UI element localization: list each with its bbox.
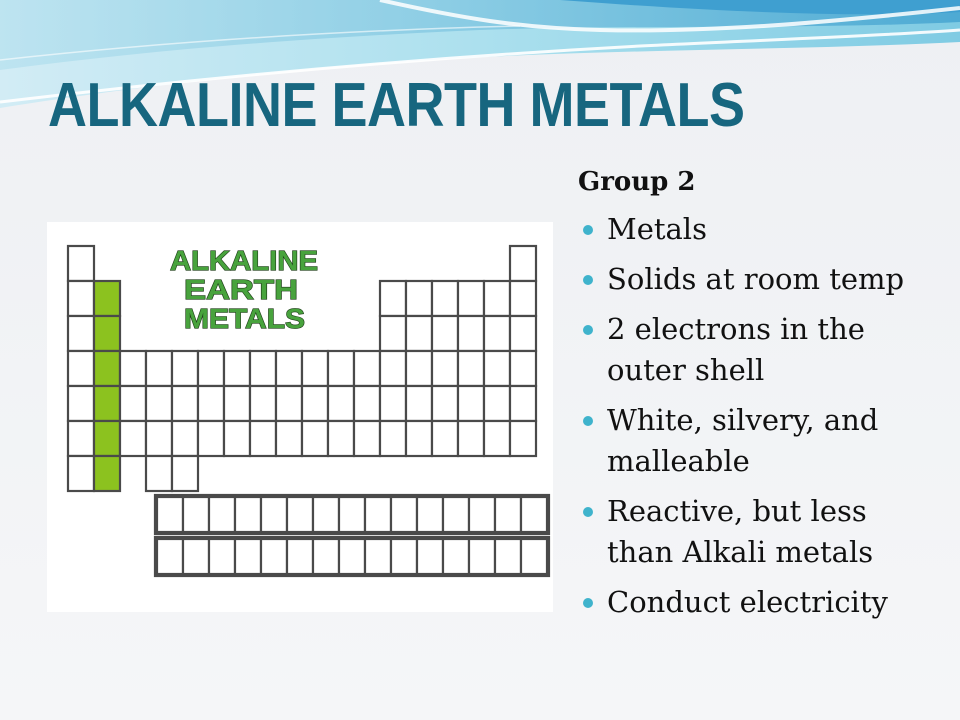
element-cell — [276, 421, 302, 456]
element-cell — [406, 316, 432, 351]
element-cell — [510, 281, 536, 316]
bullet-text: White, silvery, and malleable — [607, 403, 879, 478]
element-cell — [484, 316, 510, 351]
figure-label-line: EARTH — [184, 274, 298, 305]
element-cell — [458, 386, 484, 421]
f-block-cell — [287, 497, 313, 532]
element-cell — [328, 351, 354, 386]
f-block-cell — [391, 497, 417, 532]
element-cell — [68, 386, 94, 421]
f-block-cell — [443, 497, 469, 532]
element-cell — [510, 351, 536, 386]
f-block-cell — [443, 539, 469, 574]
element-cell — [68, 281, 94, 316]
element-cell — [432, 421, 458, 456]
element-cell — [354, 351, 380, 386]
element-cell — [432, 281, 458, 316]
element-cell — [120, 421, 146, 456]
element-cell — [510, 421, 536, 456]
bullet-dot-icon — [583, 225, 593, 235]
bullet-item — [578, 400, 929, 482]
element-cell — [354, 421, 380, 456]
bullet-item — [578, 259, 929, 300]
figure-label-line: ALKALINE — [170, 245, 318, 276]
alkaline-earth-cell — [94, 316, 120, 351]
alkaline-earth-cell — [94, 281, 120, 316]
element-cell — [250, 386, 276, 421]
element-cell — [120, 386, 146, 421]
element-cell — [380, 351, 406, 386]
periodic-table-image — [47, 222, 553, 612]
f-block-cell — [183, 539, 209, 574]
bullet-dot-icon — [583, 598, 593, 608]
element-cell — [276, 386, 302, 421]
element-cell — [146, 386, 172, 421]
element-cell — [172, 386, 198, 421]
f-block-cell — [391, 539, 417, 574]
element-cell — [68, 351, 94, 386]
alkaline-earth-cell — [94, 351, 120, 386]
element-cell — [172, 351, 198, 386]
element-cell — [432, 316, 458, 351]
element-cell — [458, 421, 484, 456]
element-cell — [380, 386, 406, 421]
element-cell — [380, 316, 406, 351]
bullet-list — [578, 209, 938, 623]
element-cell — [354, 386, 380, 421]
element-cell — [380, 421, 406, 456]
f-block-cell — [209, 539, 235, 574]
bullet-text: 2 electrons in the outer shell — [607, 312, 865, 387]
element-cell — [302, 351, 328, 386]
element-cell — [380, 281, 406, 316]
element-cell — [406, 351, 432, 386]
element-cell — [68, 246, 94, 281]
content-text-block — [578, 162, 938, 623]
element-cell — [146, 421, 172, 456]
f-block-cell — [261, 539, 287, 574]
element-cell — [484, 281, 510, 316]
element-cell — [172, 456, 198, 491]
f-block-cell — [157, 497, 183, 532]
element-cell — [120, 351, 146, 386]
element-cell — [198, 386, 224, 421]
figure-label-line: METALS — [184, 303, 305, 334]
f-block-cell — [339, 539, 365, 574]
element-cell — [458, 281, 484, 316]
element-cell — [302, 421, 328, 456]
bullet-text: Metals — [607, 212, 707, 246]
element-cell — [328, 386, 354, 421]
element-cell — [224, 421, 250, 456]
element-cell — [224, 351, 250, 386]
periodic-table-label — [170, 245, 318, 334]
f-block-cell — [469, 539, 495, 574]
element-cell — [458, 351, 484, 386]
group-heading: Group 2 — [578, 167, 696, 197]
f-block-cell — [521, 539, 547, 574]
element-cell — [224, 386, 250, 421]
f-block-cell — [313, 497, 339, 532]
alkaline-earth-cell — [94, 421, 120, 456]
element-cell — [406, 386, 432, 421]
f-block-cell — [495, 497, 521, 532]
element-cell — [302, 386, 328, 421]
alkaline-earth-cell — [94, 386, 120, 421]
slide-title: ALKALINE EARTH METALS — [48, 70, 745, 140]
element-cell — [198, 421, 224, 456]
element-cell — [484, 351, 510, 386]
f-block-cell — [521, 497, 547, 532]
alkaline-earth-cell — [94, 456, 120, 491]
element-cell — [250, 421, 276, 456]
f-block-cell — [313, 539, 339, 574]
element-cell — [68, 456, 94, 491]
bullet-item — [578, 491, 929, 573]
f-block-cell — [261, 497, 287, 532]
periodic-table-cells — [68, 246, 549, 576]
element-cell — [406, 281, 432, 316]
f-block-cell — [183, 497, 209, 532]
element-cell — [172, 421, 198, 456]
element-cell — [432, 386, 458, 421]
bullet-item — [578, 209, 929, 250]
f-block-cell — [339, 497, 365, 532]
bullet-dot-icon — [583, 416, 593, 426]
element-cell — [406, 421, 432, 456]
f-block-cell — [287, 539, 313, 574]
bullet-text: Solids at room temp — [607, 262, 905, 296]
element-cell — [250, 351, 276, 386]
f-block-cell — [209, 497, 235, 532]
element-cell — [510, 316, 536, 351]
f-block-cell — [417, 497, 443, 532]
bullet-text: Conduct electricity — [607, 585, 888, 619]
element-cell — [484, 386, 510, 421]
f-block-cell — [469, 497, 495, 532]
element-cell — [68, 421, 94, 456]
bullet-item — [578, 309, 929, 391]
element-cell — [458, 316, 484, 351]
bullet-dot-icon — [583, 325, 593, 335]
bullet-text: Reactive, but less than Alkali metals — [607, 494, 874, 569]
element-cell — [432, 351, 458, 386]
f-block-cell — [365, 539, 391, 574]
element-cell — [276, 351, 302, 386]
element-cell — [146, 351, 172, 386]
element-cell — [68, 316, 94, 351]
bullet-item — [578, 582, 929, 623]
element-cell — [484, 421, 510, 456]
element-cell — [510, 246, 536, 281]
f-block-cell — [157, 539, 183, 574]
f-block-cell — [495, 539, 521, 574]
element-cell — [328, 421, 354, 456]
element-cell — [198, 351, 224, 386]
element-cell — [146, 456, 172, 491]
f-block-cell — [235, 497, 261, 532]
periodic-table-graphic — [47, 222, 553, 612]
bullet-dot-icon — [583, 507, 593, 517]
element-cell — [510, 386, 536, 421]
f-block-cell — [235, 539, 261, 574]
f-block-cell — [417, 539, 443, 574]
f-block-cell — [365, 497, 391, 532]
bullet-dot-icon — [583, 275, 593, 285]
